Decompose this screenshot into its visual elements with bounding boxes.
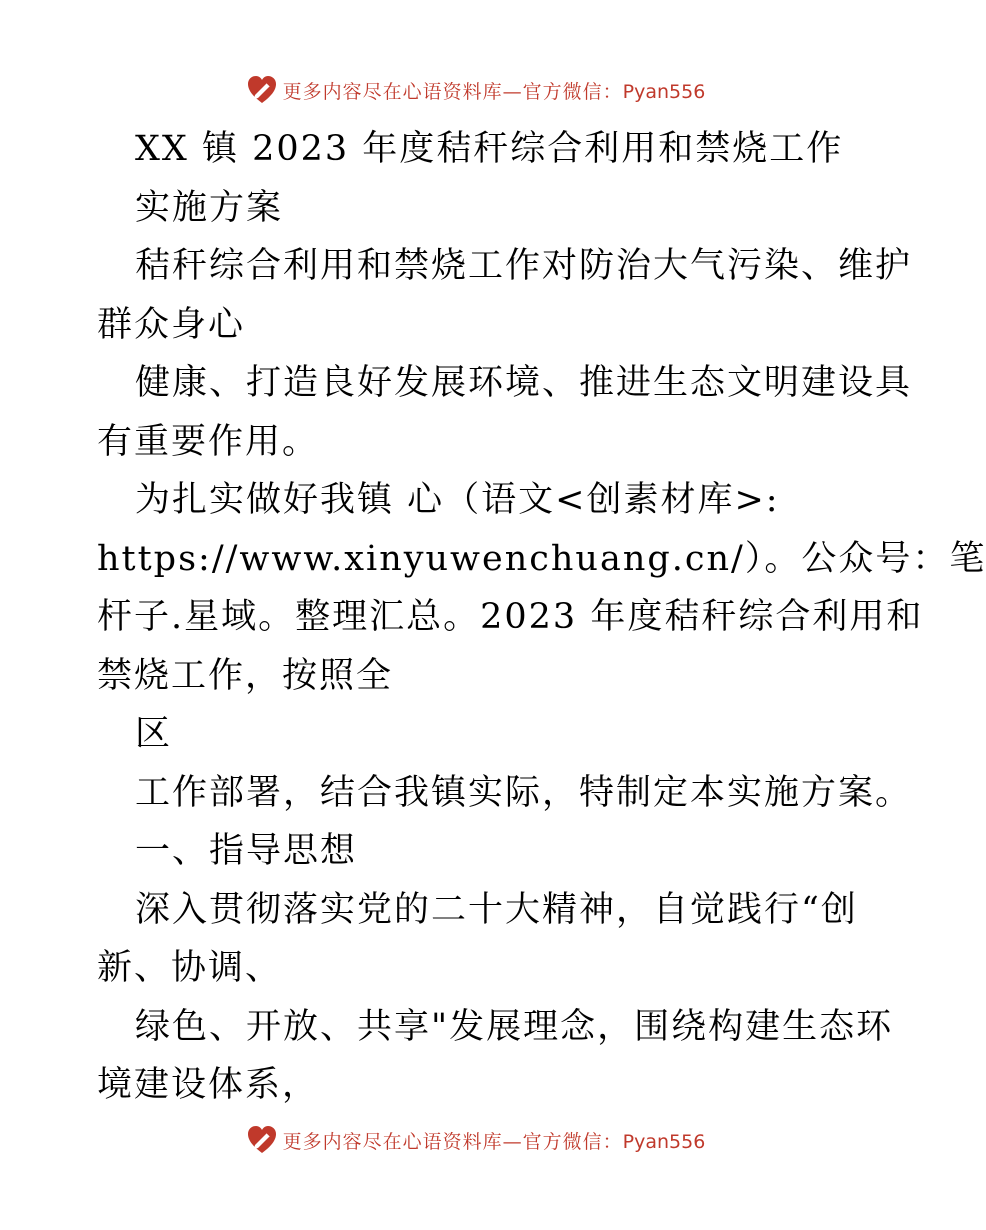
watermark-handle: Pyan556	[622, 80, 706, 103]
footer-watermark	[0, 1120, 950, 1160]
text-line: 为扎实做好我镇 心（语文<创素材库>:	[135, 480, 780, 520]
text-line: 禁烧工作，按照全	[97, 655, 394, 696]
text-line: 健康、打造良好发展环境、推进生态文明建设具	[135, 363, 913, 403]
text-line: https://www.xinyuwenchuang.cn/）。公众号：笔	[97, 538, 986, 579]
text-line: XX 镇 2023 年度秸秆综合利用和禁烧工作	[135, 129, 844, 169]
heart-pen-logo-icon	[245, 1123, 279, 1157]
text-line: 新、协调、	[97, 948, 283, 988]
text-line: 一、指导思想	[135, 831, 358, 871]
heart-pen-logo-icon	[245, 73, 279, 107]
document-body	[97, 120, 986, 1115]
text-line: 杆子.星域。整理汇总。2023 年度秸秆综合利用和	[97, 597, 924, 637]
text-line: 绿色、开放、共享"发展理念，围绕构建生态环	[135, 1006, 894, 1047]
text-line: 区	[135, 714, 173, 754]
watermark-label: 更多内容尽在心语资料库—官方微信：	[282, 80, 623, 103]
watermark-text	[283, 1127, 706, 1154]
header-watermark	[0, 70, 950, 110]
text-line: 工作部署，结合我镇实际，特制定本实施方案。	[135, 772, 913, 813]
watermark-handle: Pyan556	[622, 1130, 706, 1153]
text-line: 境建设体系，	[97, 1065, 320, 1105]
text-line: 有重要作用。	[97, 421, 320, 462]
text-line: 实施方案	[135, 187, 284, 228]
watermark-text	[283, 77, 706, 104]
text-line: 群众身心	[97, 304, 246, 345]
watermark-label: 更多内容尽在心语资料库—官方微信：	[282, 1130, 623, 1153]
text-line: 秸秆综合利用和禁烧工作对防治大气污染、维护	[135, 246, 913, 286]
text-line: 深入贯彻落实党的二十大精神，自觉践行“创	[135, 889, 858, 930]
